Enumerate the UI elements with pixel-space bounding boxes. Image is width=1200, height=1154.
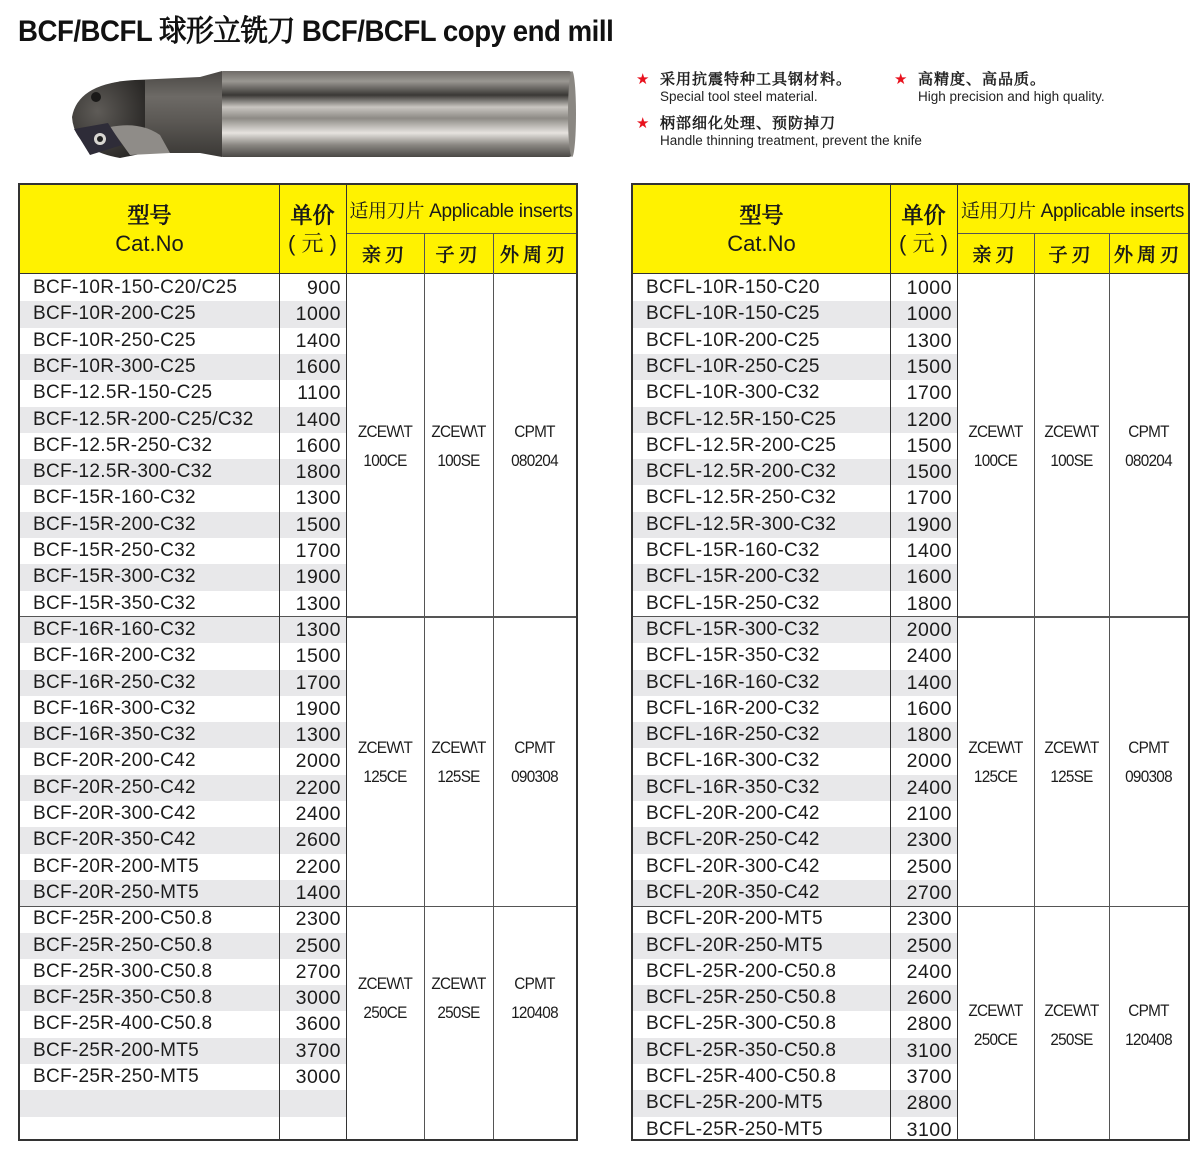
insert-series: ZCEW\T [357,737,413,757]
cat-no-cell: BCFL-25R-300-C50.8 [646,1013,837,1035]
header-insert-col-child: 子刃 [435,245,482,266]
price-cell: 1300 [906,329,952,352]
price-cell: 2400 [906,645,952,668]
insert-child-cell [1038,275,1106,617]
cat-no-cell: BCF-10R-200-C25 [20,301,279,327]
insert-grade: 100SE [437,450,480,470]
cat-no-cell: BCFL-25R-400-C50.8 [646,1066,837,1087]
price-cell: 2000 [890,617,957,643]
table-row [633,407,957,433]
table-row [20,512,346,538]
cat-no-cell: BCFL-25R-200-C50.8 [646,960,837,982]
column-divider [346,185,347,1139]
cat-no-cell: BCFL-10R-300-C32 [646,382,820,404]
cat-no-cell [20,1090,279,1116]
header-applicable-inserts: 适用刀片 Applicable inserts [960,200,1185,222]
insert-child-cell [1038,617,1106,906]
table-row [633,801,957,827]
table-row [20,328,346,354]
price-cell: 2000 [906,750,952,773]
insert-series: CPMT [514,737,555,757]
table-row [20,275,346,301]
header-price [890,185,957,275]
cat-no-cell: BCFL-16R-250-C32 [633,722,890,748]
insert-grade: 080204 [511,450,558,470]
feature-en: Handle thinning treatment, prevent the knife [660,133,922,148]
table-row [633,275,957,301]
price-cell: 1500 [890,354,957,380]
table-row [20,880,346,906]
table-row [633,1011,957,1037]
table-row [20,933,346,959]
header-price-zh: 单价 [290,203,335,228]
cat-no-cell: BCF-20R-350-C42 [20,827,279,853]
table-header [633,185,1188,274]
table-row [633,617,957,643]
cat-no-cell: BCFL-16R-160-C32 [633,670,890,696]
header-price-unit: ( 元 ) [899,231,948,256]
cat-no-cell: BCFL-16R-200-C32 [646,697,820,719]
price-cell: 1300 [279,617,346,643]
table-row [20,696,346,722]
price-cell [279,1090,346,1116]
table-row [20,985,346,1011]
cat-no-cell: BCF-12.5R-250-C32 [33,434,213,456]
insert-grade: 090308 [511,766,558,786]
insert-series: ZCEW\T [431,737,486,757]
insert-child-cell [427,617,489,906]
price-cell: 2100 [906,803,952,825]
insert-grade: 250SE [1050,1029,1093,1049]
cat-no-cell: BCFL-16R-300-C32 [646,750,820,772]
header-catno-zh: 型号 [739,203,784,228]
insert-grade: 120408 [1125,1029,1172,1049]
insert-series: ZCEW\T [431,421,486,441]
insert-grade: 080204 [1125,450,1172,470]
cat-no-cell: BCF-25R-250-C50.8 [20,933,279,959]
table-row [20,301,346,327]
insert-parent-cell [961,275,1030,617]
insert-grade: 100CE [363,450,407,470]
price-cell: 1700 [295,540,341,562]
insert-parent-cell [961,906,1030,1143]
table-row [633,1038,957,1064]
insert-grade: 250CE [363,1003,407,1023]
cat-no-cell: BCF-15R-200-C32 [20,512,279,538]
table-row [20,354,346,380]
price-cell: 3700 [279,1038,346,1064]
header-catno-en: Cat.No [115,231,184,256]
insert-grade: 100SE [1050,450,1093,470]
table-row [20,380,346,406]
insert-series: CPMT [1128,1000,1169,1020]
insert-series: ZCEW\T [1044,1000,1099,1020]
price-cell: 1300 [279,722,346,748]
price-cell: 2700 [295,960,341,983]
price-cell: 2300 [295,908,341,931]
table-row [633,1090,957,1116]
cat-no-cell: BCFL-12.5R-200-C32 [633,459,890,485]
table-row [20,538,346,564]
insert-grade: 125CE [973,766,1018,786]
feature-list [636,68,1196,158]
price-cell: 1400 [890,670,957,696]
cat-no-cell: BCFL-20R-300-C42 [646,855,820,877]
price-cell: 1900 [279,564,346,590]
insert-child-cell [427,906,489,1090]
feature-zh: 柄部细化处理、预防掉刀 [660,115,837,132]
price-cell: 1400 [279,880,346,906]
insert-grade: 100CE [973,450,1018,470]
price-cell: 1000 [906,277,952,299]
table-row [20,643,346,669]
feature-zh: 高精度、高品质。 [918,71,1047,88]
cat-no-cell: BCF-15R-300-C32 [20,564,279,590]
price-cell: 1800 [890,722,957,748]
price-cell: 1600 [890,564,957,590]
header-insert-col-parent: 亲刃 [972,245,1019,266]
price-cell: 1500 [295,645,341,668]
cat-no-cell: BCF-20R-300-C42 [33,803,196,824]
price-cell: 2300 [906,908,952,931]
price-cell: 1700 [279,670,346,696]
cat-no-cell: BCFL-10R-150-C25 [633,301,890,327]
price-cell: 2600 [890,985,957,1011]
cat-no-cell: BCFL-10R-200-C25 [646,329,820,351]
cat-no-cell: BCFL-20R-200-C42 [646,803,820,824]
column-divider [1034,233,1035,1139]
price-cell: 2000 [295,750,341,773]
header-insert-col-parent: 亲刃 [361,245,408,266]
table-row [20,433,346,459]
cat-no-cell: BCF-16R-300-C32 [33,697,196,719]
cat-no-cell: BCF-16R-200-C32 [33,645,196,667]
table-row [20,1064,346,1090]
cat-no-cell: BCF-25R-200-MT5 [20,1038,279,1064]
cat-no-cell: BCF-12.5R-150-C25 [33,382,213,404]
price-cell: 1000 [279,301,346,327]
cat-no-cell [20,1117,279,1143]
price-cell: 2700 [890,880,957,906]
table-row [20,459,346,485]
price-cell: 1500 [890,459,957,485]
star-icon: ★ [636,71,650,88]
cat-no-cell: BCFL-25R-250-MT5 [646,1118,823,1140]
cat-no-cell: BCFL-10R-250-C25 [633,354,890,380]
cat-no-cell: BCF-12.5R-300-C32 [20,459,279,485]
price-cell: 1800 [279,459,346,485]
header-price-zh: 单价 [901,203,946,228]
price-cell: 3000 [295,1066,341,1088]
table-row [633,354,957,380]
table-row [20,485,346,511]
price-cell: 2800 [890,1090,957,1116]
table-row [20,670,346,696]
price-cell: 2400 [890,775,957,801]
insert-series: ZCEW\T [357,974,413,994]
price-cell: 2200 [295,855,341,878]
cat-no-cell: BCFL-25R-250-C50.8 [633,985,890,1011]
insert-peripheral-cell [497,617,572,906]
price-cell: 1300 [295,592,341,615]
price-cell: 1300 [295,487,341,510]
table-row [20,1011,346,1037]
cat-no-cell: BCF-10R-300-C25 [20,354,279,380]
table-row [633,485,957,511]
insert-series: ZCEW\T [431,974,486,994]
cat-no-cell: BCF-16R-350-C32 [20,722,279,748]
cat-no-cell: BCFL-16R-350-C32 [633,775,890,801]
insert-series: CPMT [1128,421,1169,441]
cat-no-cell: BCF-25R-350-C50.8 [20,985,279,1011]
insert-child-cell [427,275,489,617]
header-catno-zh: 型号 [127,203,172,228]
table-row [633,880,957,906]
price-cell: 2400 [906,960,952,983]
header-applicable-inserts: 适用刀片 Applicable inserts [349,200,573,222]
end-mill-product-image [60,55,620,175]
cat-no-cell: BCF-15R-350-C32 [33,592,196,614]
table-row [20,801,346,827]
end-mill-icon [60,55,620,175]
price-cell: 1700 [906,487,952,510]
price-cell: 1200 [890,407,957,433]
cat-no-cell: BCF-20R-250-C42 [20,775,279,801]
bcfl-price-table [631,183,1190,1141]
insert-series: ZCEW\T [968,1000,1023,1020]
cat-no-cell: BCFL-20R-200-MT5 [646,908,823,930]
price-cell: 2500 [279,933,346,959]
cat-no-cell: BCFL-12.5R-300-C32 [633,512,890,538]
price-cell: 1800 [906,592,952,615]
price-cell: 3100 [890,1038,957,1064]
price-cell: 1900 [890,512,957,538]
cat-no-cell: BCF-16R-160-C32 [20,617,279,643]
price-cell: 1500 [906,434,952,457]
price-cell: 2600 [279,827,346,853]
table-row [633,827,957,853]
cat-no-cell: BCFL-12.5R-200-C25 [646,434,837,456]
feature-zh: 采用抗震特种工具钢材料。 [660,71,853,88]
price-cell: 1600 [906,697,952,720]
price-cell: 900 [306,277,341,299]
cat-no-cell: BCFL-15R-350-C32 [646,645,820,667]
price-cell: 1400 [906,540,952,562]
table-row [20,617,346,643]
insert-grade: 090308 [1125,766,1172,786]
table-row [633,670,957,696]
price-cell: 2800 [906,1013,952,1036]
table-row [20,906,346,932]
insert-series: CPMT [1128,737,1169,757]
insert-peripheral-cell [1113,275,1184,617]
column-divider [957,185,958,1139]
price-cell: 3700 [906,1066,952,1088]
table-row [633,328,957,354]
insert-series: ZCEW\T [968,737,1023,757]
table-row [633,985,957,1011]
price-cell: 1600 [295,434,341,457]
table-row [20,827,346,853]
price-cell: 2400 [295,803,341,825]
feature-en: High precision and high quality. [918,89,1105,104]
header-insert-col-peripheral: 外周刃 [499,245,569,266]
cat-no-cell: BCFL-20R-350-C42 [633,880,890,906]
insert-child-cell [1038,906,1106,1143]
table-row [20,1038,346,1064]
cat-no-cell: BCF-10R-150-C20/C25 [33,277,238,298]
column-divider [493,233,494,1139]
cat-no-cell: BCFL-15R-300-C32 [633,617,890,643]
cat-no-cell: BCF-20R-200-MT5 [33,855,200,877]
table-row [20,407,346,433]
price-cell: 1400 [295,329,341,352]
insert-peripheral-cell [497,906,572,1090]
cat-no-cell: BCF-25R-400-C50.8 [33,1013,213,1035]
cat-no-cell: BCF-25R-250-MT5 [33,1066,200,1087]
price-cell [279,1117,346,1143]
insert-parent-cell [350,275,420,617]
insert-grade: 250CE [973,1029,1018,1049]
table-row [633,459,957,485]
price-cell: 3100 [906,1118,952,1141]
table-row [633,538,957,564]
header-price [279,185,346,275]
insert-peripheral-cell [1113,617,1184,906]
cat-no-cell: BCF-15R-160-C32 [33,487,196,509]
table-row [633,854,957,880]
star-icon: ★ [636,115,650,132]
bcf-price-table [18,183,578,1141]
insert-parent-cell [350,617,420,906]
feature-en: Special tool steel material. [660,89,818,104]
table-row [20,748,346,774]
page-title: BCF/BCFL 球形立铣刀 BCF/BCFL copy end mill [18,15,614,48]
insert-series: ZCEW\T [1044,737,1099,757]
cat-no-cell: BCF-20R-200-C42 [33,750,196,772]
cat-no-cell: BCFL-20R-250-C42 [633,827,890,853]
divider [346,233,576,234]
price-cell: 1600 [279,354,346,380]
cat-no-cell: BCF-15R-250-C32 [33,540,196,561]
table-row [20,854,346,880]
insert-peripheral-cell [1113,906,1184,1143]
cat-no-cell: BCFL-15R-250-C32 [646,592,820,614]
insert-parent-cell [350,906,420,1090]
table-row [20,1090,346,1116]
column-divider [279,185,280,1139]
table-row [20,722,346,748]
price-cell: 2300 [890,827,957,853]
header-catno-en: Cat.No [727,231,796,256]
table-row [20,591,346,617]
cat-no-cell: BCFL-15R-160-C32 [646,540,820,561]
insert-series: ZCEW\T [357,421,413,441]
table-row [633,933,957,959]
insert-series: CPMT [514,421,555,441]
table-row [633,301,957,327]
table-row [633,722,957,748]
price-cell: 2500 [906,855,952,878]
star-icon: ★ [894,71,908,88]
header-catno [20,185,279,275]
insert-peripheral-cell [497,275,572,617]
table-row [633,1064,957,1090]
insert-grade: 120408 [511,1003,558,1023]
header-catno [633,185,890,275]
cat-no-cell: BCF-16R-250-C32 [20,670,279,696]
price-cell: 1400 [279,407,346,433]
cat-no-cell: BCFL-12.5R-150-C25 [633,407,890,433]
price-cell: 1100 [297,382,341,405]
cat-no-cell: BCFL-10R-150-C20 [646,277,820,298]
table-row [20,1117,346,1143]
insert-grade: 125SE [1050,766,1093,786]
table-row [633,433,957,459]
insert-series: CPMT [514,974,555,994]
column-divider [1109,233,1110,1139]
cat-no-cell: BCF-20R-250-MT5 [20,880,279,906]
table-row [633,959,957,985]
cat-no-cell: BCF-12.5R-200-C25/C32 [20,407,279,433]
insert-parent-cell [961,617,1030,906]
insert-grade: 125SE [437,766,480,786]
price-cell: 3000 [279,985,346,1011]
header-insert-col-peripheral: 外周刃 [1113,245,1183,266]
price-cell: 2200 [279,775,346,801]
table-row [20,959,346,985]
table-row [633,775,957,801]
cat-no-cell: BCFL-15R-200-C32 [633,564,890,590]
table-row [633,696,957,722]
price-cell: 1700 [906,382,952,405]
table-row [20,775,346,801]
column-divider [424,233,425,1139]
table-row [633,643,957,669]
table-row [633,564,957,590]
table-row [633,380,957,406]
cat-no-cell: BCF-25R-300-C50.8 [33,960,213,982]
price-cell: 2500 [890,933,957,959]
table-row [20,564,346,590]
price-cell: 1900 [295,697,341,720]
insert-series: ZCEW\T [1044,421,1099,441]
insert-series: ZCEW\T [968,421,1023,441]
insert-grade: 250SE [437,1003,480,1023]
cat-no-cell: BCFL-12.5R-250-C32 [646,487,837,509]
insert-grade: 125CE [363,766,407,786]
divider [957,233,1188,234]
table-row [633,1117,957,1143]
cat-no-cell: BCFL-20R-250-MT5 [633,933,890,959]
table-row [633,512,957,538]
header-price-unit: ( 元 ) [288,231,337,256]
cat-no-cell: BCF-25R-200-C50.8 [33,908,213,930]
table-row [633,748,957,774]
price-cell: 1000 [890,301,957,327]
table-row [633,906,957,932]
cat-no-cell: BCFL-25R-350-C50.8 [633,1038,890,1064]
cat-no-cell: BCFL-25R-200-MT5 [633,1090,890,1116]
cat-no-cell: BCF-10R-250-C25 [33,329,196,351]
price-cell: 3600 [295,1013,341,1036]
column-divider [890,185,891,1139]
header-insert-col-child: 子刃 [1048,245,1095,266]
price-cell: 1500 [279,512,346,538]
table-row [633,591,957,617]
